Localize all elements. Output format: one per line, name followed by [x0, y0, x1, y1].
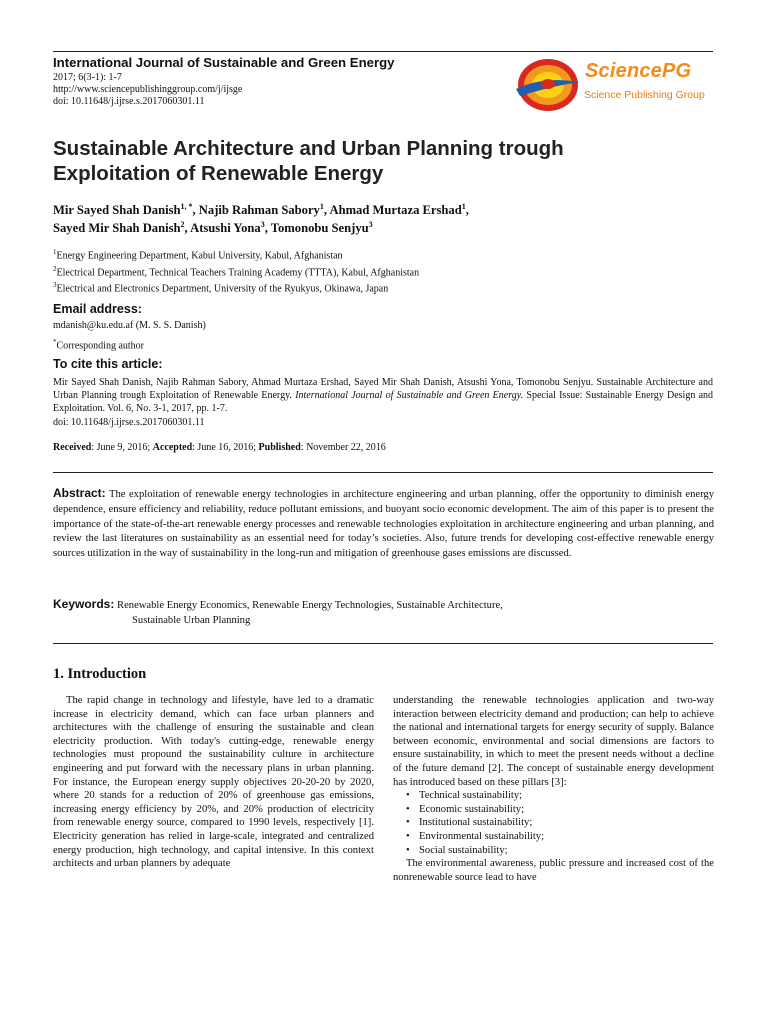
affiliation-text: Electrical and Electronics Department, University of the Ryukyus, Okinawa, Japan [56, 283, 389, 295]
corresponding-mark: * [53, 338, 57, 346]
list-item: • Environmental sustainability; [406, 830, 714, 844]
intro-paragraph-2: understanding the renewable technologies application and two-way interaction between electricity demand and production; can help to achieve the national and international targets for energy security of supply. Balance between economic, environmental and social dimensions are factors to ensure sustainability, in which to meet the present needs without a decline of the future demand [2]. The concept of sustainable energy development has introduced based on these pillars [3]: [393, 695, 714, 788]
author-name: Tomonobu Senjyu [270, 221, 369, 236]
left-column [53, 694, 374, 871]
affiliation-number: 3 [53, 281, 57, 289]
citation-doi[interactable]: doi: 10.11648/j.ijrse.s.2017060301.11 [53, 416, 205, 428]
title-line-1: Sustainable Architecture and Urban Planning trough [53, 137, 564, 160]
accepted-label: Accepted [152, 442, 193, 453]
header-rule [53, 51, 713, 52]
author-affil-mark: 1 [461, 202, 466, 211]
keywords-label: Keywords: [53, 597, 115, 611]
affiliation-number: 1 [53, 248, 57, 256]
list-item: • Social sustainability; [406, 844, 714, 858]
right-column [393, 694, 714, 884]
abstract-bottom-rule [53, 643, 713, 644]
published-date: : November 22, 2016 [300, 442, 386, 453]
author-line-2: Sayed Mir Shah Danish$^2$, Atsushi Yona$^3$, Tomonobu Senjyu$^3$ [53, 220, 373, 236]
citation-journal: International Journal of Sustainable and Green Energy. [295, 390, 524, 402]
keywords-line-2: Sustainable Urban Planning [132, 615, 251, 626]
affiliation-3 [53, 279, 388, 295]
affiliation-text: Electrical Department, Technical Teachers Training Academy (TTTA), Kabul, Afghanistan [56, 267, 420, 279]
author-name: Sayed Mir Shah Danish [53, 221, 181, 236]
keywords-line-1: Renewable Energy Economics, Renewable Energy Technologies, Sustainable Architecture, [117, 600, 503, 611]
published-label: Published [258, 442, 301, 453]
affiliation-number: 2 [53, 265, 57, 273]
abstract-top-rule [53, 472, 713, 473]
author-name: Ahmad Murtaza Ershad [329, 203, 462, 218]
journal-title: International Journal of Sustainable and Green Energy [53, 55, 395, 70]
citation-block [53, 376, 713, 429]
author-name: Mir Sayed Shah Danish [53, 203, 181, 218]
abstract-text: The exploitation of renewable energy technologies in architecture engineering and urban planning, offer the opportunity to diminish energy dependence, ensure efficiency and reliability, reduce pollutant emissions, and buoyant socio economic development. The aim of this paper is to present the importance of the state-of-the-art renewable energy processes and renewable technologies exploitation in architecture engineering and urban planning, and review the last literatures on sustainability as an essential need for today’s societies. Also, future trends for developing cost-effective renewable energy sources utilization in the way of sustainability in the long-run and mitigation of greenhouse gases emissions are discussed. [53, 489, 714, 560]
author-name: Najib Rahman Sabory [198, 203, 320, 218]
sustainability-pillars-list [393, 789, 714, 857]
section-heading: 1. Introduction [53, 666, 147, 682]
list-item: • Institutional sustainability; [406, 816, 714, 830]
accepted-date: : June 16, 2016; [192, 442, 259, 453]
author-name: Atsushi Yona [190, 221, 261, 236]
author-affil-mark: 1, * [180, 202, 193, 211]
author-line-1: Mir Sayed Shah Danish$^{1, *}$, Najib Rahman Sabory$^1$, Ahmad Murtaza Ershad$^1$, [53, 202, 469, 218]
author-affil-mark: 1 [319, 202, 324, 211]
affiliation-1 [53, 246, 343, 262]
header-doi[interactable]: doi: 10.11648/j.ijrse.s.2017060301.11 [53, 96, 205, 107]
title-line-2: Exploitation of Renewable Energy [53, 162, 384, 185]
received-date: : June 9, 2016; [91, 442, 153, 453]
received-label: Received [53, 442, 92, 453]
affiliation-text: Energy Engineering Department, Kabul University, Kabul, Afghanistan [56, 250, 343, 262]
email-heading: Email address: [53, 302, 142, 316]
keywords [53, 597, 714, 628]
email-address[interactable]: mdanish@ku.edu.af (M. S. S. Danish) [53, 320, 206, 331]
cite-heading: To cite this article: [53, 357, 163, 371]
citation-issue: Special Issue: Sustainable Energy Design and Exploitation. Vol. 6, No. 3-1, 2017, pp. 1-7. [53, 390, 714, 415]
citation-article-title: Sustainable Architecture and Urban Planning trough Exploitation of Renewable Energy. [53, 377, 713, 402]
author-affil-mark: 3 [368, 220, 373, 229]
citation-authors: Mir Sayed Shah Danish, Najib Rahman Sabory, Ahmad Murtaza Ershad, Sayed Mir Shah Danish, Atsushi Yona, Tomonobu Senjyu. [53, 377, 594, 388]
logo-name: SciencePG [585, 60, 692, 82]
sciencepg-emblem-icon [512, 56, 582, 114]
intro-paragraph-1: The rapid change in technology and lifestyle, have led to a dramatic increase in electricity demand, which can face urban planners and architectures with the challenge of ensuring the sustainable and clean electricity production. With today's cutting-edge, renewable energy technologies must propound the sustainability culture in architecture engineering and put forward with the necessary plans in urban planning. For instance, the European energy supply objectives 20-20-20 by 2020, where 20 stands for a reduction of 20% of greenhouse gas emissions, increasing energy efficiency by 20%, and 20% production of electricity from renewable energy source, compared to 1990 levels, respectively [1]. Electricity generation has relied in large-scale, integrated and centralized energy production, high technology, and capital intensive. In this context architects and urban planners by adequate [53, 695, 374, 870]
journal-url[interactable]: http://www.sciencepublishinggroup.com/j/ijsge [53, 84, 243, 95]
logo-subtitle: Science Publishing Group [584, 89, 705, 101]
affiliation-2 [53, 263, 419, 279]
abstract-label: Abstract: [53, 486, 106, 500]
corresponding-author-note [53, 336, 144, 352]
abstract [53, 486, 714, 562]
paper-title [53, 136, 693, 186]
intro-paragraph-3: The environmental awareness, public pressure and increased cost of the nonrenewable source lead to have [393, 858, 714, 883]
publication-dates [53, 442, 386, 453]
list-item: • Economic sustainability; [406, 803, 714, 817]
author-affil-mark: 2 [180, 220, 185, 229]
volume-info: 2017; 6(3-1): 1-7 [53, 72, 122, 83]
author-affil-mark: 3 [260, 220, 265, 229]
list-item: • Technical sustainability; [406, 789, 714, 803]
corresponding-text: Corresponding author [56, 340, 144, 352]
sciencepg-logo [512, 56, 712, 114]
